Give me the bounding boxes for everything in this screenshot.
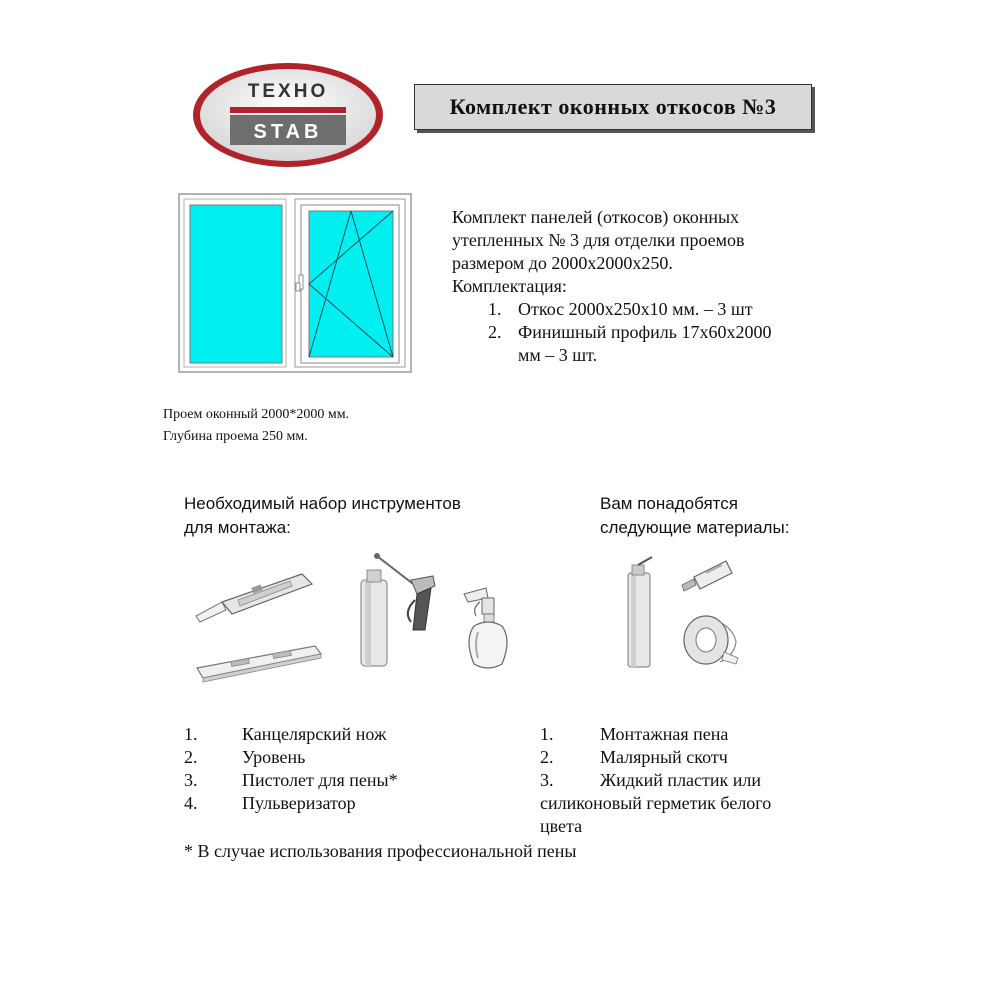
desc-line: Комплектация:: [452, 276, 567, 296]
list-item: [184, 746, 504, 769]
list-number: 2.: [540, 747, 554, 767]
list-item: [540, 769, 840, 792]
list-number: 2.: [184, 747, 198, 767]
materials-heading: [600, 492, 860, 540]
list-number: 3.: [540, 770, 554, 790]
materials-list: [540, 723, 840, 838]
list-item: [540, 746, 840, 769]
tools-heading: [184, 492, 524, 540]
list-item: [184, 723, 504, 746]
caption-line: Глубина проема 250 мм.: [163, 429, 308, 444]
brand-logo: [190, 60, 386, 170]
list-item: [540, 723, 840, 746]
svg-text:ТЕХНО: ТЕХНО: [247, 81, 329, 102]
list-text: Малярный скотч: [600, 747, 728, 767]
window-caption: [163, 404, 349, 448]
list-item: [488, 344, 822, 367]
tools-heading-line: Необходимый набор инструментов: [184, 494, 461, 513]
materials-heading-line: Вам понадобятся: [600, 494, 738, 513]
list-number: 3.: [184, 770, 198, 790]
list-text-continued: цвета: [540, 816, 583, 836]
tools-list: [184, 723, 504, 815]
list-number: 1.: [488, 299, 502, 319]
foam-can-icon: [620, 555, 660, 670]
list-text: мм – 3 шт.: [518, 345, 598, 365]
list-number: 1.: [540, 724, 554, 744]
tools-heading-line: для монтажа:: [184, 518, 291, 537]
sealant-tube-icon: [678, 555, 738, 595]
list-text: Уровень: [242, 747, 306, 767]
list-text: Жидкий пластик или: [600, 770, 762, 790]
footnote: * В случае использования профессиональной пены: [184, 841, 577, 861]
materials-heading-line: следующие материалы:: [600, 518, 790, 537]
foam-gun-icon: [355, 550, 450, 670]
kit-contents-list: [452, 298, 822, 367]
list-number: 4.: [184, 793, 198, 813]
level-icon: [195, 640, 323, 684]
caption-line: Проем оконный 2000*2000 мм.: [163, 407, 350, 422]
sprayer-icon: [458, 584, 518, 674]
masking-tape-icon: [676, 612, 742, 668]
list-text: Откос 2000x250x10 мм. – 3 шт: [518, 299, 753, 319]
list-item: [184, 769, 504, 792]
list-number: 2.: [488, 322, 502, 342]
list-text: Пульверизатор: [242, 793, 356, 813]
list-item: [184, 792, 504, 815]
list-item: [488, 298, 822, 321]
list-number: 1.: [184, 724, 198, 744]
svg-text:STAB: STAB: [253, 121, 323, 143]
desc-line: утепленных № 3 для отделки проемов: [452, 230, 745, 250]
title-box: [414, 84, 812, 130]
list-item: [488, 321, 822, 344]
utility-knife-icon: [192, 566, 322, 626]
page-title: Комплект оконных откосов №3: [449, 94, 777, 119]
list-text: Монтажная пена: [600, 724, 729, 744]
list-text: Канцелярский нож: [242, 724, 387, 744]
list-text-continued: силиконовый герметик белого: [540, 793, 772, 813]
desc-line: Комплект панелей (откосов) оконных: [452, 207, 740, 227]
list-text: Финишный профиль 17x60x2000: [518, 322, 772, 342]
kit-description: [452, 206, 822, 367]
window-illustration: [178, 193, 412, 373]
list-text: Пистолет для пены*: [242, 770, 398, 790]
desc-line: размером до 2000x2000x250.: [452, 253, 673, 273]
